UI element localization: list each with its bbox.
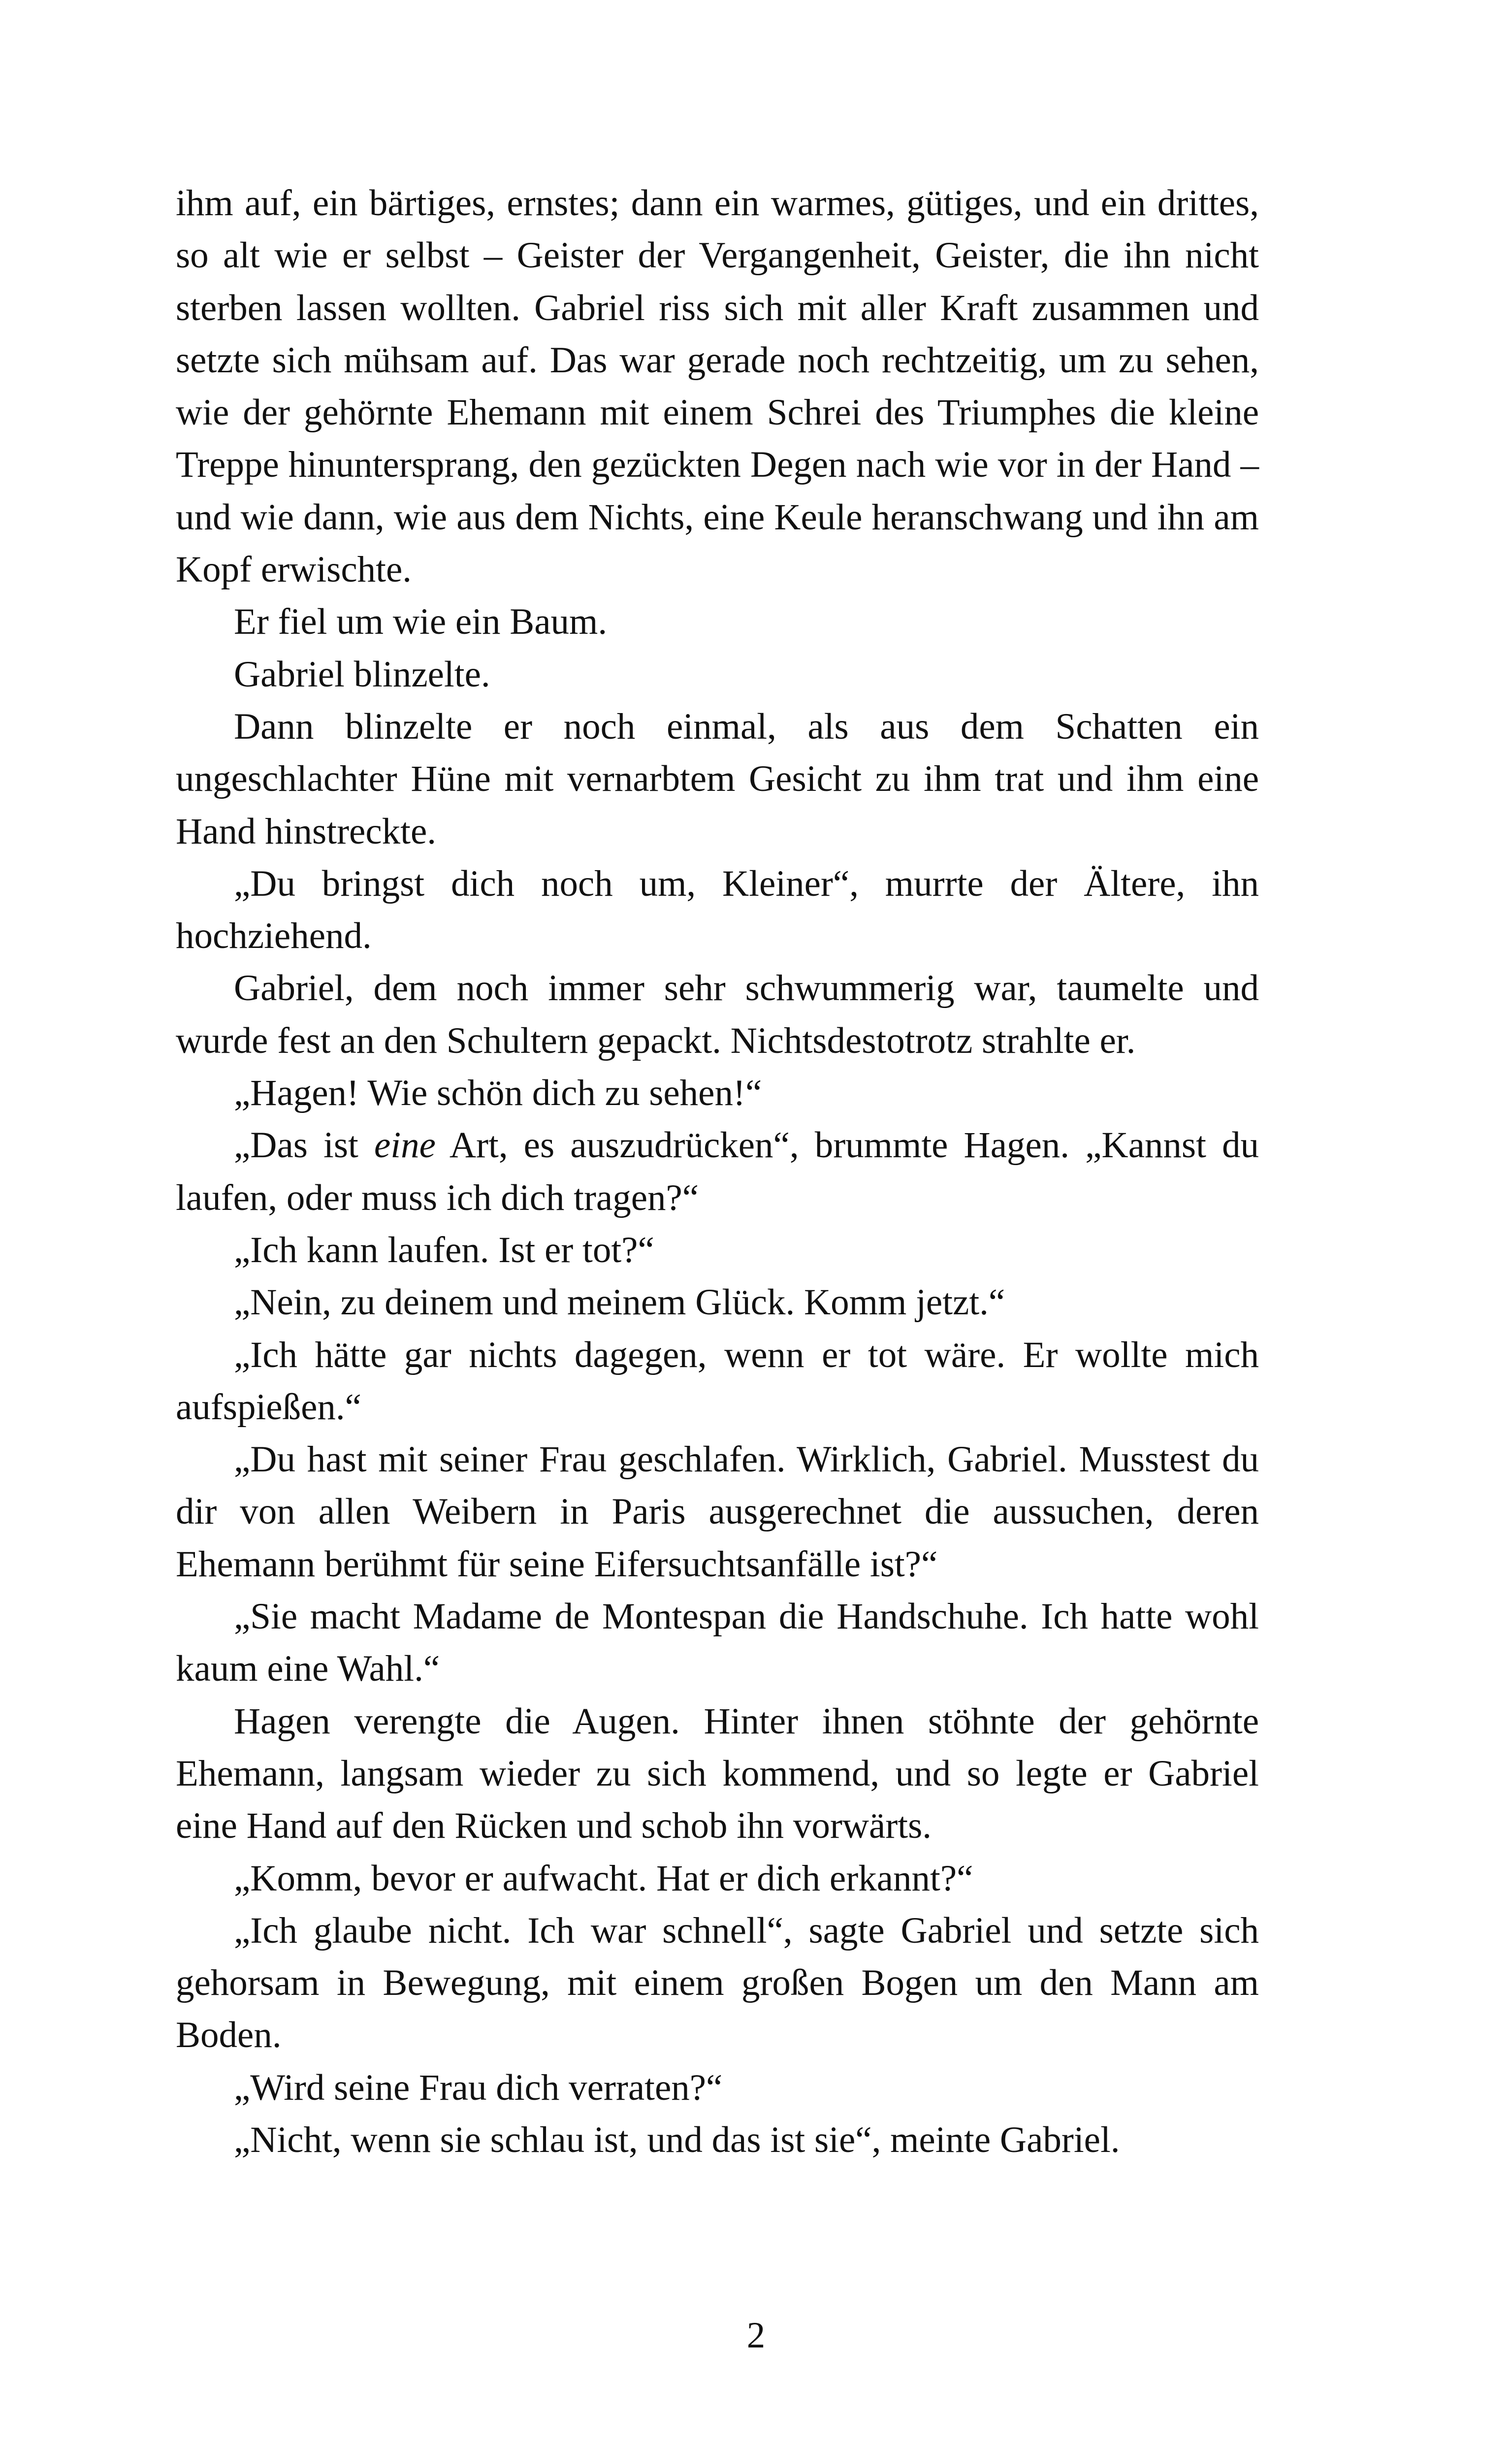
paragraph: Hagen verengte die Augen. Hinter ihnen stöhnte der gehörnte Ehemann, langsam wieder zu sich kommend, und so legte er Gabriel eine Hand auf den Rücken und schob ihn vorwärts. <box>176 1700 1259 1847</box>
paragraph: „Du bringst dich noch um, Kleiner“, murrte der Ältere, ihn hochziehend. <box>176 863 1259 957</box>
paragraph: „Sie macht Madame de Montespan die Handschuhe. Ich hatte wohl kaum eine Wahl.“ <box>176 1596 1259 1690</box>
paragraph: ihm auf, ein bärtiges, ernstes; dann ein warmes, gütiges, und ein drittes, so alt wie er selbst – Geister der Vergangenheit, Geister, die ihn nicht sterben lassen wollten. Gabriel riss sich mit aller Kraft zusammen und setzte sich mühsam auf. Das war gerade noch rechtzeitig, um zu sehen, wie der gehörnte Ehemann mit einem Schrei des Triumphes die kleine Treppe hinuntersprang, den gezückten Degen nach wie vor in der Hand – und wie dann, wie aus dem Nichts, eine Keule heranschwang und ihn am Kopf erwischte. <box>176 183 1259 590</box>
paragraph: „Ich hätte gar nichts dagegen, wenn er tot wäre. Er wollte mich aufspießen.“ <box>176 1334 1259 1428</box>
paragraph: Gabriel blinzelte. <box>234 653 490 695</box>
paragraph: Dann blinzelte er noch einmal, als aus dem Schatten ein ungeschlachter Hüne mit vernarbtem Gesicht zu ihm trat und ihm eine Hand hinstreckte. <box>176 706 1259 852</box>
paragraph: „Wird seine Frau dich verraten?“ <box>234 2067 723 2108</box>
emphasized-word: eine <box>374 1125 436 1166</box>
paragraph: Gabriel, dem noch immer sehr schwummerig war, taumelte und wurde fest an den Schultern gepackt. Nichtsdestotrotz strahlte er. <box>176 968 1259 1061</box>
paragraph: „Hagen! Wie schön dich zu sehen!“ <box>234 1073 762 1114</box>
page-number: 2 <box>746 2315 766 2356</box>
paragraph: „Komm, bevor er aufwacht. Hat er dich erkannt?“ <box>234 1857 973 1899</box>
paragraph: „Du hast mit seiner Frau geschlafen. Wirklich, Gabriel. Musstest du dir von allen Weibern in Paris ausgerechnet die aussuchen, deren Ehemann berühmt für seine Eifersuchtsanfälle ist?“ <box>176 1439 1259 1585</box>
paragraph: Er fiel um wie ein Baum. <box>234 601 608 643</box>
paragraph: „Ich glaube nicht. Ich war schnell“, sagte Gabriel und setzte sich gehorsam in Bewegung, mit einem großen Bogen um den Mann am Boden. <box>176 1910 1259 2056</box>
body-text <box>176 177 1259 2166</box>
paragraph <box>176 1119 1259 1224</box>
paragraph-text: „Das ist <box>234 1125 374 1166</box>
paragraph-text: Art, es auszudrücken“, brummte Hagen. „Kannst du laufen, oder muss ich dich tragen?“ <box>176 1125 1259 1218</box>
paragraph: „Nicht, wenn sie schlau ist, und das ist sie“, meinte Gabriel. <box>234 2119 1120 2160</box>
paragraph: „Ich kann laufen. Ist er tot?“ <box>234 1229 654 1270</box>
paragraph: „Nein, zu deinem und meinem Glück. Komm jetzt.“ <box>234 1282 1005 1323</box>
